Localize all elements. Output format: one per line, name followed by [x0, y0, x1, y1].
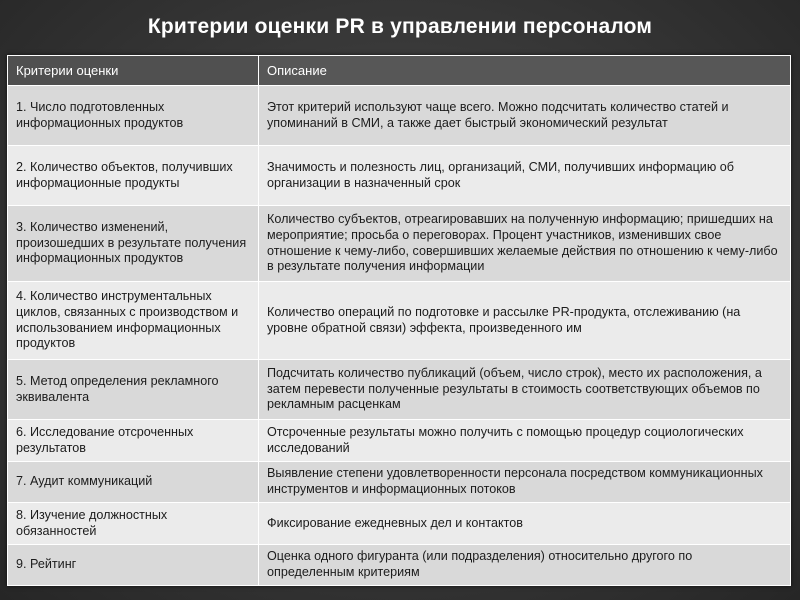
table-row: [8, 420, 791, 462]
criteria-table: [7, 55, 791, 586]
table-row: [8, 503, 791, 545]
description-cell: Фиксирование ежедневных дел и контактов: [259, 503, 791, 545]
criterion-cell: 1. Число подготовленных информационных продуктов: [8, 86, 259, 146]
criterion-cell: 4. Количество инструментальных циклов, связанных с производством и использованием информационных продуктов: [8, 282, 259, 360]
table-row: [8, 282, 791, 360]
description-cell: Количество операций по подготовке и рассылке PR-продукта, отслеживанию (на уровне обратной связи) эффекта, произведенного им: [259, 282, 791, 360]
criterion-cell: 3. Количество изменений, произошедших в результате получения информационных продуктов: [8, 206, 259, 282]
description-cell: Количество субъектов, отреагировавших на полученную информацию; пришедших на мероприятие; просьба о переговорах. Процент участников, изменивших свое отношение к чему-либо, совершивших желаемые действия по отношению к чему-либо в результате получения информации: [259, 206, 791, 282]
criterion-cell: 7. Аудит коммуникаций: [8, 462, 259, 503]
description-cell: Отсроченные результаты можно получить с помощью процедур социологических исследований: [259, 420, 791, 462]
criterion-cell: 6. Исследование отсроченных результатов: [8, 420, 259, 462]
criterion-cell: 2. Количество объектов, получивших информационные продукты: [8, 146, 259, 206]
header-description: Описание: [259, 56, 791, 86]
description-cell: Этот критерий используют чаще всего. Можно подсчитать количество статей и упоминаний в СМИ, а также дает быстрый экономический результат: [259, 86, 791, 146]
header-criteria: Критерии оценки: [8, 56, 259, 86]
table-row: [8, 462, 791, 503]
table-row: [8, 360, 791, 420]
table-row: [8, 146, 791, 206]
criterion-cell: 8. Изучение должностных обязанностей: [8, 503, 259, 545]
table-header-row: [8, 56, 791, 86]
description-cell: Оценка одного фигуранта (или подразделения) относительно другого по определенным критериям: [259, 545, 791, 586]
table-row: [8, 86, 791, 146]
table-row: [8, 545, 791, 586]
description-cell: Значимость и полезность лиц, организаций, СМИ, получивших информацию об организации в назначенный срок: [259, 146, 791, 206]
table-row: [8, 206, 791, 282]
description-cell: Выявление степени удовлетворенности персонала посредством коммуникационных инструментов и информационных потоков: [259, 462, 791, 503]
criterion-cell: 5. Метод определения рекламного эквивалента: [8, 360, 259, 420]
criterion-cell: 9. Рейтинг: [8, 545, 259, 586]
description-cell: Подсчитать количество публикаций (объем, число строк), место их расположения, а затем перевести полученные результаты в стоимость соответствующих объемов по рекламным расценкам: [259, 360, 791, 420]
slide-title: Критерии оценки PR в управлении персоналом: [147, 15, 653, 38]
